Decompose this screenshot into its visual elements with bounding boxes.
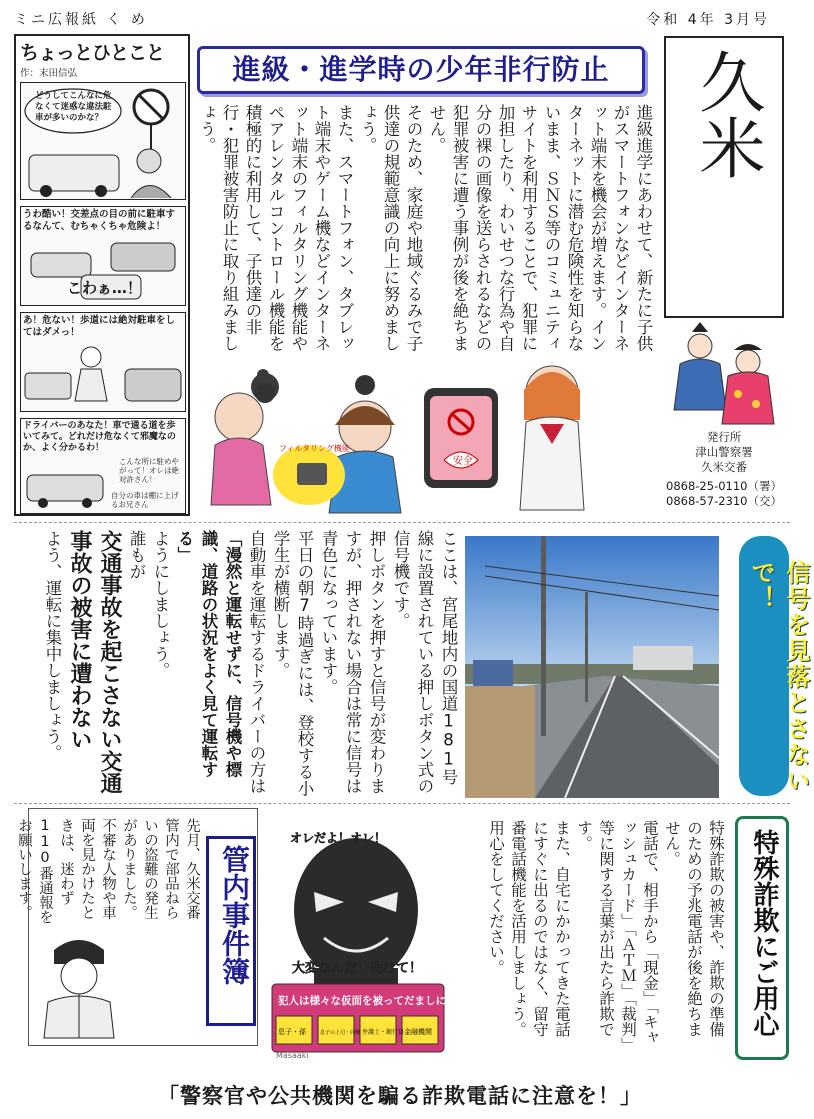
article1-p3: また、スマートフォン、タブレット端末やゲーム機などインターネット端末のフィルタリング機能やペアレンタルコントロール機能を積極的に利用して、子供達の非行・犯罪被害防止に取り組みましょう。 [197, 104, 354, 352]
scam-p2: 電話で、相手から「現金」「キャッシュカード」「ＡＴＭ」「裁判」等に関する言葉が出たら詐欺です。 [575, 820, 659, 1045]
publisher-tel-station: 0868-25-0110（署） [666, 479, 782, 493]
comic-caption-2: あ！危ない！歩道には絶対駐車をしてはダメっ！ [23, 315, 176, 338]
incident-title-box [206, 836, 256, 1026]
scam-p3: また、自宅にかかってきた電話にすぐに出るのではなく、留守番電話機能を活用しましょう。 [509, 820, 571, 1037]
scam-title-box [735, 816, 789, 1060]
hina-dolls-illustration [670, 324, 780, 428]
incident-text: 先月、久米交番管内で部品ねらいの盗難の発生がありました。不審な人物や車両を見かけたときは、迷わず110番通報をお願いします。 [16, 818, 200, 924]
masthead-box [664, 36, 784, 318]
article2-p4: 自動車を運転するドライバーの方は [247, 530, 266, 794]
comic-panel-2 [20, 206, 186, 306]
scam-bubble-2: 大変なんだ！助けて！ [292, 961, 423, 976]
article2-p6: ようにしましょう。 [151, 530, 170, 679]
publisher-label: 発行所 [706, 430, 742, 444]
publisher-info [664, 430, 784, 522]
comic-caption-3: ドライバーのあなた！車で通る道を歩いてみて。どれだけ危なくて邪魔なのか、よく分かるわ！ [23, 421, 176, 453]
masthead-title: 久米 [688, 48, 765, 180]
illustrator-signature: Masaaki [276, 1051, 309, 1060]
road-photo [465, 536, 719, 798]
article2-p8: よう、運転に集中しましょう。 [43, 530, 62, 761]
phone-label: 安全 [453, 456, 473, 467]
publisher-unit: 久米交番 [701, 460, 747, 474]
mask-label: 金融機関 [404, 1028, 432, 1036]
publisher-org: 津山警察署 [695, 445, 753, 459]
incident-title: 管内事件簿 [218, 845, 251, 985]
girl-illustration [21, 339, 184, 411]
scam-warning: 犯人は様々な仮面を被ってだましに来る！ [278, 995, 478, 1007]
comic-bubble-1: どうしてこんなに危なくて迷惑な違法駐車が多いのかな？ [35, 91, 112, 123]
comic-bubble-3: 自分の車は棚に上げるお兄さん [111, 491, 179, 509]
comic-sfx: こわぁ…！ [67, 279, 142, 297]
scam-caller-illustration [264, 814, 478, 1062]
comic-panel-4 [20, 418, 186, 514]
publisher-tel-koban: 0868-57-2310（交） [666, 494, 782, 508]
article2-p2: 押しボタンを押すと信号が変わりますが、押されない場合は常に信号は青色になっています。 [319, 530, 386, 794]
signal-banner-text: 信号を見落とさないで！ [747, 560, 810, 794]
comic-strip [14, 34, 190, 516]
mask-label: 弁護士・銀行員 [362, 1029, 405, 1036]
comic-author: 作：末田信弘 [20, 68, 78, 79]
article2-p7: 誰もが [127, 530, 146, 580]
children-smartphone-illustration [205, 365, 415, 515]
car-illustration [23, 461, 111, 511]
article2-p3: 平日の朝7時過ぎには、登校する小学生が横断します。 [271, 530, 314, 797]
scam-p4: 用心をしてください。 [487, 820, 505, 975]
scam-title: 特殊詐欺にご用心 [749, 829, 779, 1037]
header-left: ミニ広報紙 く め [14, 12, 148, 28]
article-juvenile [197, 104, 655, 364]
footer-slogan: 「警察官や公共機関を騙る詐欺電話に注意を！」 [158, 1084, 642, 1108]
scam-p1: 特殊詐欺の被害や、詐欺の準備のための予兆電話が後を絶ちません。 [663, 820, 725, 1037]
phone-safety-illustration [422, 360, 662, 518]
scam-article [455, 820, 727, 1052]
comic-panel-3 [20, 312, 186, 412]
article2-p5: 「漫然と運転せずに、信号機や標識、道路の状況をよく見て運転する」 [175, 530, 242, 778]
article1-p1: 進級進学にあわせて、新たに子供がスマートフォンなどインターネット端末を機会が増えます。インターネットに潜む危険性を知らないまま、ＳＮＳ等のコミュニティサイトを利用することで、犯罪に加担したり、わいせつな行為や自分の裸の画像を送らされるなどの犯罪被害に遭う事例が後を絶ちません。 [427, 104, 653, 352]
section-divider [14, 522, 790, 523]
issue-date: 令和 4年 3月号 [646, 12, 770, 28]
police-officer-illustration [34, 930, 124, 1040]
article1-p2: そのため、家庭や地域ぐるみで子供達の規範意識の向上に努めましょう。 [358, 104, 423, 352]
signal-banner [739, 536, 810, 796]
section-divider-2 [14, 803, 790, 804]
mask-label: 息子の上司・同僚 [320, 1030, 361, 1036]
filtering-label: フィルタリング機能 [279, 444, 350, 453]
comic-bubble-2: こんな所に駐めやがって！オレは絶対許さん！ [119, 457, 179, 484]
headline-text: 進級・進学時の少年非行防止 [232, 53, 610, 86]
headline-box [197, 46, 645, 94]
comic-title: ちょっとひとこと [20, 42, 165, 64]
scam-bubble-1: オレだよ！オレ！ [290, 831, 387, 845]
article-traffic-signal [20, 530, 460, 798]
article2-emphasis: 交通事故を起こさない交通事故の被害に遭わない [67, 530, 122, 794]
comic-caption-1: うわ酷い！交差点の目の前に駐車するなんて、むちゃくちゃ危険よ！ [23, 209, 176, 232]
article2-p1: ここは、宮尾地内の国道181号線に設置されている押しボタン式の信号機です。 [391, 530, 458, 794]
comic-panel-1 [20, 82, 186, 200]
mask-label: 息子・孫 [278, 1028, 306, 1036]
